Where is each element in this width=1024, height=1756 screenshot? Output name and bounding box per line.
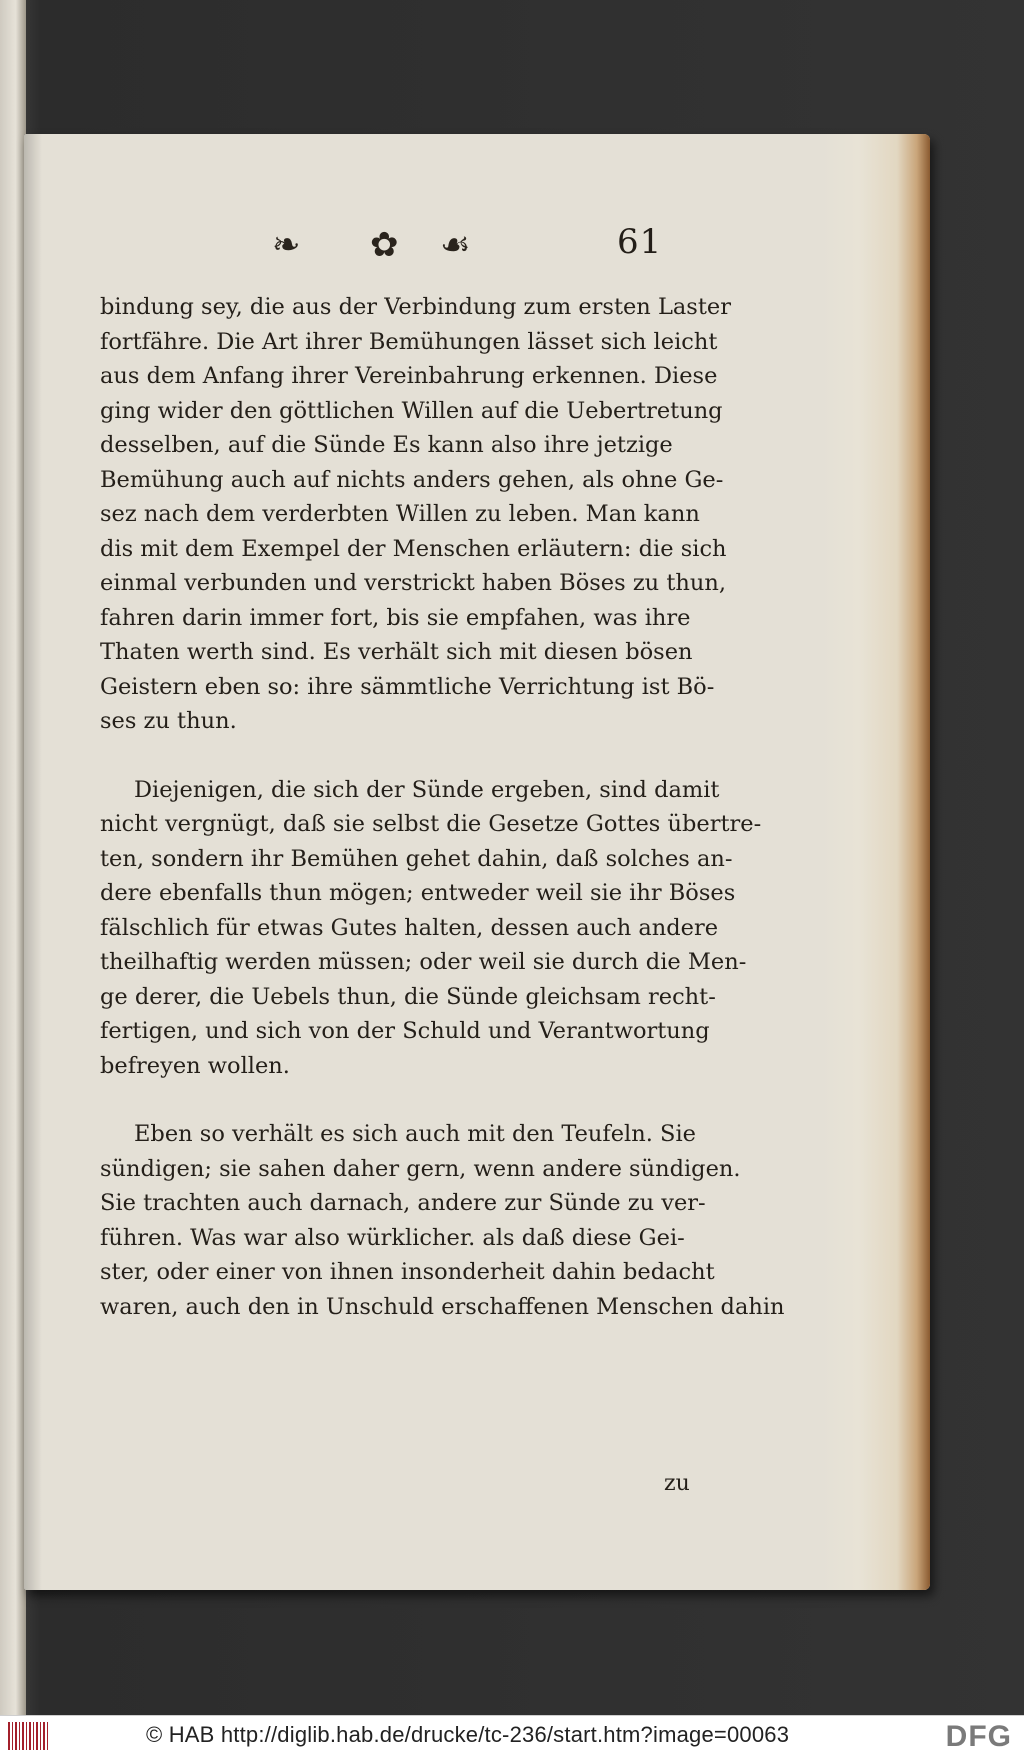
text-line: ster, oder einer von ihnen insonderheit dahin bedacht: [100, 1259, 715, 1285]
text-line: fortfähre. Die Art ihrer Bemühungen lässet sich leicht: [100, 328, 718, 355]
page-number: 61: [617, 222, 663, 262]
ornament-center-icon: ✿: [370, 225, 399, 265]
text-line: theilhaftig werden müssen; oder weil sie durch die Men-: [100, 949, 747, 975]
barcode-icon: [8, 1722, 48, 1750]
text-line: waren, auch den in Unschuld erschaffenen Menschen dahin: [100, 1293, 785, 1320]
paragraph-2: [100, 773, 762, 1084]
text-line: Geistern eben so: ihre sämmtliche Verrichtung ist Bö-: [100, 673, 715, 700]
text-line: Eben so verhält es sich auch mit den Teufeln. Sie: [134, 1121, 696, 1147]
previous-page-edge: [0, 0, 26, 1715]
deckle-edge: [820, 134, 930, 1590]
text-line: aus dem Anfang ihrer Vereinbahrung erkennen. Diese: [100, 363, 718, 389]
text-line: bindung sey, die aus der Verbindung zum ersten Laster: [100, 294, 731, 320]
ornament-left-icon: ❧: [272, 225, 301, 265]
text-line: befreyen wollen.: [100, 1052, 290, 1079]
text-line: ses zu thun.: [100, 708, 237, 734]
catchword: zu: [664, 1471, 690, 1496]
text-line: ging wider den göttlichen Willen auf die Uebertretung: [100, 397, 723, 424]
gutter-shadow: [24, 134, 42, 1590]
paragraph-gap: [100, 739, 695, 773]
text-line: desselben, auf die Sünde Es kann also ihre jetzige: [100, 432, 673, 458]
text-line: Bemühung auch auf nichts anders gehen, als ohne Ge-: [100, 466, 724, 493]
text-line: fälschlich für etwas Gutes halten, dessen auch andere: [100, 914, 719, 941]
text-line: fertigen, und sich von der Schuld und Verantwortung: [100, 1018, 710, 1044]
paragraph-gap: [100, 1083, 695, 1117]
text-line: sez nach dem verderbten Willen zu leben. Man kann: [100, 501, 700, 527]
paragraph-3: [100, 1117, 785, 1324]
text-line: einmal verbunden und verstrickt haben Böses zu thun,: [100, 570, 726, 596]
text-line: dis mit dem Exempel der Menschen erläutern: die sich: [100, 535, 727, 562]
text-line: Sie trachten auch darnach, andere zur Sünde zu ver-: [100, 1190, 706, 1216]
text-line: Thaten werth sind. Es verhält sich mit diesen bösen: [100, 639, 693, 665]
body-text: [100, 290, 785, 1324]
footer-bar: [0, 1715, 1024, 1756]
text-line: sündigen; sie sahen daher gern, wenn andere sündigen.: [100, 1155, 741, 1182]
text-line: ten, sondern ihr Bemühen gehet dahin, daß solches an-: [100, 845, 733, 872]
text-line: Diejenigen, die sich der Sünde ergeben, sind damit: [134, 776, 720, 803]
ornament-right-icon: ☙: [440, 225, 471, 265]
text-line: ge derer, die Uebels thun, die Sünde gleichsam recht-: [100, 983, 716, 1010]
text-line: dere ebenfalls thun mögen; entweder weil sie ihr Böses: [100, 880, 736, 906]
text-line: nicht vergnügt, daß sie selbst die Gesetze Gottes übertre-: [100, 811, 762, 837]
text-line: fahren darin immer fort, bis sie empfahen, was ihre: [100, 604, 691, 631]
copyright-link[interactable]: © HAB http://diglib.hab.de/drucke/tc-236/start.htm?image=00063: [146, 1722, 790, 1747]
book-page: [24, 134, 930, 1590]
paragraph-1: [100, 290, 731, 739]
text-line: führen. Was war also würklicher. als daß diese Gei-: [100, 1224, 685, 1251]
dfg-logo: DFG: [945, 1720, 1012, 1753]
